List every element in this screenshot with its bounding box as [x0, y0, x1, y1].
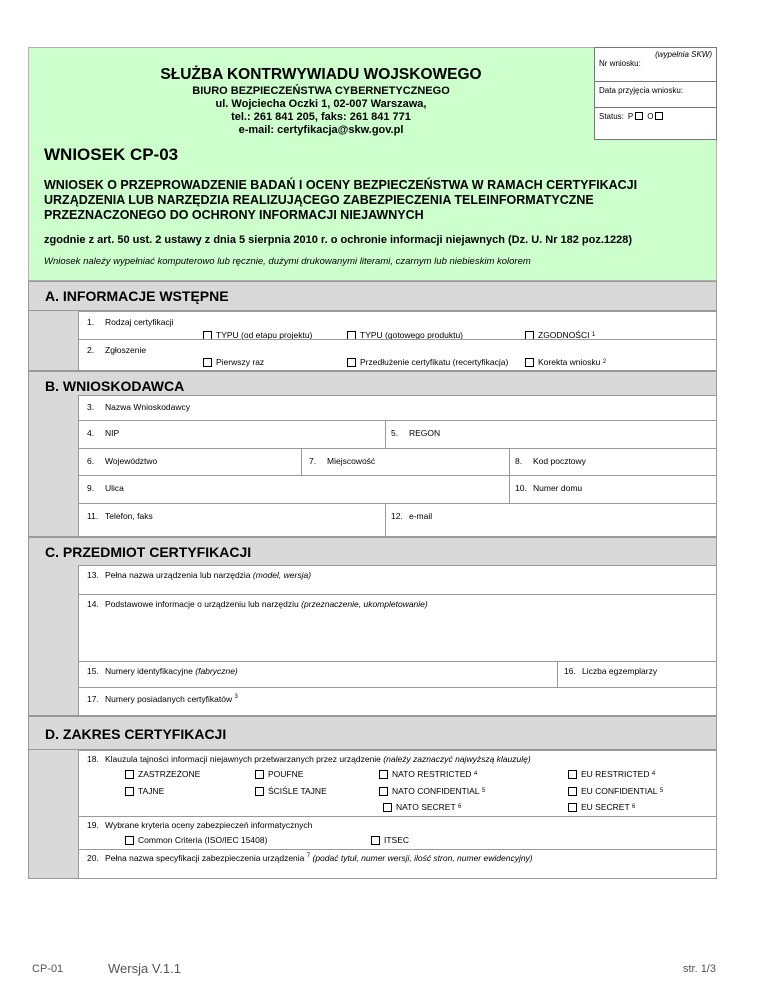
checkbox-label: EU SECRET — [581, 802, 630, 812]
status-o-label: O — [647, 112, 654, 121]
checkbox-box[interactable] — [379, 770, 388, 779]
footnote-ref: 4 — [651, 771, 656, 777]
field-4-num: 4. — [87, 428, 95, 438]
section-c-gutter — [28, 565, 78, 716]
divider — [509, 476, 510, 503]
field-6-num: 6. — [87, 456, 95, 466]
field-15-label: Numery identyfikacyjne — [105, 666, 193, 676]
checkbox-box[interactable] — [203, 358, 212, 367]
checkbox-box[interactable] — [125, 787, 134, 796]
checkbox-tajne[interactable] — [125, 786, 164, 796]
org-phone: tel.: 261 841 205, faks: 261 841 771 — [231, 111, 411, 123]
checkbox-label: ŚCIŚLE TAJNE — [268, 786, 327, 796]
field-15-identifiers[interactable] — [87, 666, 238, 676]
checkbox-box[interactable] — [568, 803, 577, 812]
date-received-cell[interactable] — [595, 82, 716, 108]
field-14-label: Podstawowe informacje o urządzeniu lub narzędziu — [105, 599, 299, 609]
footnote-ref: 3 — [234, 694, 238, 701]
footnote-ref: 5 — [659, 788, 664, 794]
field-15-num: 15. — [87, 666, 99, 676]
field-11-label: Telefon, faks — [105, 511, 153, 521]
field-18-row — [79, 750, 716, 816]
field-8-num: 8. — [515, 456, 523, 466]
section-d-header — [28, 716, 717, 750]
field-20-num: 20. — [87, 853, 99, 863]
section-c-title: C. PRZEDMIOT CERTYFIKACJI — [45, 544, 252, 560]
checkbox-label: NATO SECRET — [396, 802, 456, 812]
section-b-grid — [78, 395, 717, 537]
checkbox-box[interactable] — [347, 358, 356, 367]
checkbox-scisle-tajne[interactable] — [255, 786, 327, 796]
checkbox-nato-restricted[interactable] — [379, 769, 477, 779]
checkbox-box[interactable] — [568, 787, 577, 796]
field-3-num: 3. — [87, 402, 95, 412]
section-a-grid — [78, 311, 717, 371]
form-code: WNIOSEK CP-03 — [44, 145, 179, 164]
field-16-label: Liczba egzemplarzy — [582, 666, 658, 676]
field-14-hint: (przeznaczenie, ukompletowanie) — [301, 599, 428, 609]
checkbox-box[interactable] — [125, 770, 134, 779]
checkbox-box[interactable] — [383, 803, 392, 812]
field-15-hint: (fabryczne) — [195, 666, 238, 676]
footnote-ref: 5 — [481, 788, 486, 794]
footnote-ref: 2 — [602, 359, 607, 365]
field-20-row[interactable] — [79, 849, 716, 879]
field-1-row — [79, 311, 716, 339]
field-16-quantity[interactable] — [564, 666, 657, 676]
skw-note: (wypełnia SKW) — [655, 50, 712, 59]
status-o-checkbox[interactable] — [655, 112, 663, 120]
field-20-hint: (podać tytuł, numer wersji, ilość stron, numer ewidencyjny) — [312, 853, 533, 863]
instructions: Wniosek należy wypełniać komputerowo lub ręcznie, dużymi drukowanymi literami, czarnym lub niebieskim kolorem — [44, 256, 531, 267]
checkbox-box[interactable] — [125, 836, 134, 845]
field-5-label: REGON — [409, 428, 441, 438]
checkbox-eu-confidential[interactable] — [568, 786, 663, 796]
field-11-12-row — [79, 503, 716, 537]
field-19-num: 19. — [87, 820, 99, 830]
field-4-nip[interactable] — [87, 428, 119, 438]
field-9-10-row — [79, 475, 716, 503]
field-19-label: Wybrane kryteria oceny zabezpieczeń informatycznych — [105, 820, 313, 830]
checkbox-poufne[interactable] — [255, 769, 303, 779]
field-12-email[interactable] — [391, 511, 432, 521]
skw-office-box — [594, 47, 717, 140]
org-email: e-mail: certyfikacja@skw.gov.pl — [238, 124, 404, 136]
field-10-num: 10. — [515, 483, 527, 493]
field-2-num: 2. — [87, 345, 95, 355]
form-title: WNIOSEK O PRZEPROWADZENIE BADAŃ I OCENY BEZPIECZEŃSTWA W RAMACH CERTYFIKACJI URZĄDZENIA LUB NARZĘDZIA REALIZUJĄCEGO ZABEZPIECZENIA TELEINFORMATYCZNE PRZEZNACZONEGO DO OCHRONY INFORMACJI NIEJAWNYCH — [44, 178, 638, 222]
field-12-num: 12. — [391, 511, 403, 521]
footer-version: Wersja V.1.1 — [108, 961, 181, 976]
field-8-postal-code[interactable] — [515, 456, 586, 466]
field-13-num: 13. — [87, 570, 99, 580]
divider — [557, 662, 558, 687]
field-7-label: Miejscowość — [327, 456, 376, 466]
field-3-row[interactable] — [79, 395, 716, 420]
request-number-cell[interactable] — [595, 48, 716, 82]
footer-page-number: str. 1/3 — [682, 963, 716, 975]
org-address: ul. Wojciecha Oczki 1, 02-007 Warszawa, — [215, 98, 427, 110]
divider — [385, 421, 386, 448]
checkbox-label: TYPU (od etapu projektu) — [216, 330, 313, 340]
checkbox-zastrzezone[interactable] — [125, 769, 200, 779]
checkbox-label: TAJNE — [138, 786, 165, 796]
section-d-title: D. ZAKRES CERTYFIKACJI — [45, 726, 227, 742]
checkbox-nato-secret[interactable] — [383, 802, 461, 812]
org-name: SŁUŻBA KONTRWYWIADU WOJSKOWEGO — [160, 66, 482, 83]
checkbox-label: POUFNE — [268, 769, 304, 779]
field-10-label: Numer domu — [533, 483, 583, 493]
field-9-label: Ulica — [105, 483, 124, 493]
field-4-label: NIP — [105, 428, 120, 438]
checkbox-label: Common Criteria (ISO/IEC 15408) — [138, 835, 268, 845]
checkbox-box[interactable] — [379, 787, 388, 796]
checkbox-itsec[interactable] — [371, 835, 409, 845]
divider — [385, 504, 386, 537]
section-c-header — [28, 537, 717, 567]
field-3-label: Nazwa Wnioskodawcy — [105, 402, 191, 412]
divider — [301, 449, 302, 475]
divider — [509, 449, 510, 475]
checkbox-label: Przedłużenie certyfikatu (recertyfikacja) — [360, 357, 509, 367]
section-b-title: B. WNIOSKODAWCA — [45, 378, 185, 394]
field-17-label: Numery posiadanych certyfikatów — [105, 694, 233, 704]
section-a-header — [28, 281, 717, 311]
status-cell — [595, 108, 716, 140]
field-7-city[interactable] — [309, 456, 375, 466]
checkbox-label: EU RESTRICTED — [581, 769, 650, 779]
field-9-num: 9. — [87, 483, 95, 493]
field-18-num: 18. — [87, 754, 99, 764]
field-5-regon[interactable] — [391, 428, 440, 438]
footnote-ref: 4 — [473, 771, 478, 777]
field-9-street[interactable] — [87, 483, 124, 493]
field-11-phone[interactable] — [87, 511, 153, 521]
field-6-voivodeship[interactable] — [87, 456, 157, 466]
field-7-num: 7. — [309, 456, 317, 466]
field-17-num: 17. — [87, 694, 99, 704]
checkbox-label: ZGODNOŚCI — [538, 330, 590, 340]
field-19-row — [79, 816, 716, 849]
checkbox-label: NATO CONFIDENTIAL — [392, 786, 480, 796]
checkbox-nato-confidential[interactable] — [379, 786, 485, 796]
field-15-16-row — [79, 661, 716, 687]
checkbox-eu-restricted[interactable] — [568, 769, 655, 779]
field-20-label: Pełna nazwa specyfikacji zabezpieczenia urządzenia — [105, 853, 305, 863]
request-number-label: Nr wniosku: — [599, 59, 641, 68]
field-11-num: 11. — [87, 511, 99, 521]
field-1-num: 1. — [87, 317, 95, 327]
field-6-label: Województwo — [105, 456, 158, 466]
section-a-gutter — [28, 311, 78, 371]
date-received-label: Data przyjęcia wniosku: — [599, 86, 684, 95]
field-2-row — [79, 339, 716, 371]
checkbox-box[interactable] — [525, 358, 534, 367]
footnote-ref: 6 — [632, 804, 636, 810]
checkbox-label: EU CONFIDENTIAL — [581, 786, 658, 796]
field-6-8-row — [79, 448, 716, 475]
field-13-label: Pełna nazwa urządzenia lub narzędzia — [105, 570, 251, 580]
footnote-ref: 1 — [591, 332, 596, 338]
footnote-ref: 7 — [306, 853, 311, 860]
field-10-house-number[interactable] — [515, 483, 582, 493]
checkbox-label: ITSEC — [384, 835, 410, 845]
field-13-hint: (model, wersja) — [252, 570, 312, 580]
status-label: Status: — [599, 112, 624, 121]
legal-basis: zgodnie z art. 50 ust. 2 ustawy z dnia 5 sierpnia 2010 r. o ochronie informacji niejawnych (Dz. U. Nr 182 poz.1228) — [44, 234, 633, 246]
checkbox-label: Pierwszy raz — [216, 357, 265, 367]
field-14-num: 14. — [87, 599, 99, 609]
section-c-grid — [78, 565, 717, 716]
section-a-title: A. INFORMACJE WSTĘPNE — [45, 288, 229, 304]
section-d-grid — [78, 750, 717, 879]
checkbox-first-time[interactable] — [203, 357, 264, 367]
checkbox-label: NATO RESTRICTED — [392, 769, 472, 779]
checkbox-box[interactable] — [255, 787, 264, 796]
field-18-hint: (należy zaznaczyć najwyższą klauzulę) — [383, 754, 531, 764]
checkbox-box[interactable] — [371, 836, 380, 845]
checkbox-eu-secret[interactable] — [568, 802, 635, 812]
field-13-row[interactable] — [79, 565, 716, 594]
checkbox-label: Korekta wniosku — [538, 357, 601, 367]
checkbox-recertification[interactable] — [347, 357, 508, 367]
footer-form-code: CP-01 — [32, 963, 64, 975]
field-1-label: Rodzaj certyfikacji — [105, 317, 174, 327]
checkbox-label: TYPU (gotowego produktu) — [360, 330, 463, 340]
section-b-gutter — [28, 395, 78, 537]
checkbox-correction[interactable] — [525, 357, 606, 367]
section-d-gutter — [28, 750, 78, 879]
status-p-checkbox[interactable] — [635, 112, 643, 120]
field-14-row[interactable] — [79, 594, 716, 661]
field-5-num: 5. — [391, 428, 399, 438]
status-p-label: P — [627, 112, 634, 121]
field-16-num: 16. — [564, 666, 576, 676]
field-2-label: Zgłoszenie — [105, 345, 147, 355]
checkbox-box[interactable] — [568, 770, 577, 779]
checkbox-common-criteria[interactable] — [125, 835, 267, 845]
checkbox-box[interactable] — [255, 770, 264, 779]
checkbox-label: ZASTRZEŻONE — [138, 769, 201, 779]
field-12-label: e-mail — [409, 511, 433, 521]
org-bureau: BIURO BEZPIECZEŃSTWA CYBERNETYCZNEGO — [192, 85, 450, 97]
field-17-row[interactable] — [79, 687, 716, 716]
footnote-ref: 6 — [458, 804, 462, 810]
field-18-label: Klauzula tajności informacji niejawnych przetwarzanych przez urządzenie — [105, 754, 381, 764]
field-4-5-row — [79, 420, 716, 448]
field-8-label: Kod pocztowy — [533, 456, 586, 466]
